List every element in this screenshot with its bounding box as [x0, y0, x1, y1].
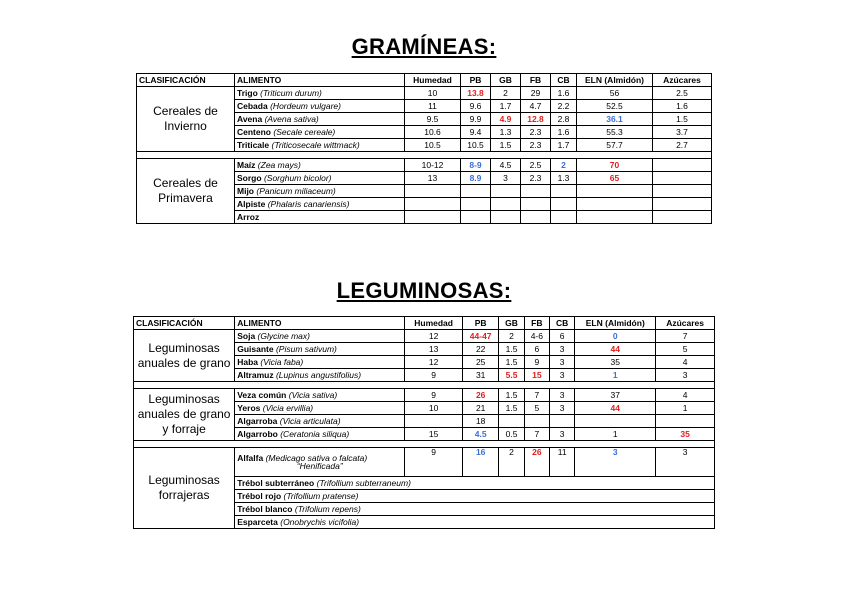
- value-cell: 10.5: [405, 139, 461, 152]
- food-cell: [235, 198, 405, 211]
- table-row: [134, 448, 715, 477]
- scientific-name: (Panicum miliaceum): [256, 185, 336, 196]
- value-cell: [551, 211, 577, 224]
- value-cell: 4.9: [491, 113, 521, 126]
- value-cell: 3: [656, 369, 715, 382]
- scientific-name: (Secale cereale): [273, 126, 336, 137]
- column-header: ELN (Almidón): [577, 74, 653, 87]
- value-cell: 1.5: [499, 389, 524, 402]
- value-cell: [405, 198, 461, 211]
- value-cell: [653, 211, 712, 224]
- column-header: CLASIFICACIÓN: [134, 317, 235, 330]
- food-name: Cebada: [237, 100, 268, 111]
- value-cell: [405, 185, 461, 198]
- food-cell: [235, 343, 405, 356]
- column-header: Azúcares: [653, 74, 712, 87]
- value-cell: 10-12: [405, 159, 461, 172]
- value-cell: 2.5: [521, 159, 551, 172]
- value-cell: 22: [462, 343, 498, 356]
- value-cell: 3: [491, 172, 521, 185]
- food-cell: [235, 211, 405, 224]
- food-name: Avena: [237, 113, 263, 124]
- value-cell: [653, 159, 712, 172]
- column-header: Humedad: [405, 74, 461, 87]
- value-cell: 18: [462, 415, 498, 428]
- scientific-name: (Trifollium pratense): [283, 490, 359, 501]
- value-cell: 2: [551, 159, 577, 172]
- food-cell: [235, 330, 405, 343]
- value-cell: 36.1: [577, 113, 653, 126]
- value-cell: [653, 198, 712, 211]
- value-cell: 25: [462, 356, 498, 369]
- value-cell: [491, 185, 521, 198]
- value-cell: 3: [549, 402, 574, 415]
- value-cell: 13: [405, 343, 463, 356]
- value-cell: 10: [405, 87, 461, 100]
- value-cell: [551, 185, 577, 198]
- value-cell: 4.5: [462, 428, 498, 441]
- value-cell: [461, 198, 491, 211]
- value-cell: 11: [405, 100, 461, 113]
- food-name: Trigo: [237, 87, 258, 98]
- scientific-name: (Vicia articulata): [279, 415, 341, 426]
- value-cell: 44: [575, 402, 656, 415]
- scientific-name: (Trifollium subterraneum): [316, 477, 411, 488]
- value-cell: [491, 211, 521, 224]
- food-name: Centeno: [237, 126, 271, 137]
- value-cell: 15: [405, 428, 463, 441]
- value-cell: 52.5: [577, 100, 653, 113]
- scientific-name: (Lupinus angustifolius): [275, 369, 362, 380]
- value-cell: [575, 415, 656, 428]
- column-header: CLASIFICACIÓN: [137, 74, 235, 87]
- value-cell: 57.7: [577, 139, 653, 152]
- food-cell: [235, 356, 405, 369]
- value-cell: 26: [462, 389, 498, 402]
- table-row: [134, 330, 715, 343]
- value-cell: 1: [575, 369, 656, 382]
- value-cell: 31: [462, 369, 498, 382]
- food-name: Sorgo: [237, 172, 262, 183]
- value-cell: 1.5: [491, 139, 521, 152]
- value-cell: 12: [405, 330, 463, 343]
- value-cell: 65: [577, 172, 653, 185]
- food-cell: [235, 428, 405, 441]
- value-cell: 4: [656, 356, 715, 369]
- value-cell: [577, 185, 653, 198]
- value-cell: 56: [577, 87, 653, 100]
- value-cell: 10.5: [461, 139, 491, 152]
- value-cell: 12: [405, 356, 463, 369]
- column-header: FB: [521, 74, 551, 87]
- classification-cell: Leguminosas anuales de grano: [134, 330, 235, 382]
- value-cell: 4-6: [524, 330, 549, 343]
- scientific-name: (Triticum durum): [260, 87, 322, 98]
- value-cell: [656, 415, 715, 428]
- food-cell: [235, 477, 715, 490]
- value-cell: 2.7: [653, 139, 712, 152]
- value-cell: 6: [524, 343, 549, 356]
- value-cell: 1.3: [551, 172, 577, 185]
- value-cell: 3: [549, 428, 574, 441]
- food-name: Mijo: [237, 185, 254, 196]
- value-cell: 3: [656, 448, 715, 477]
- value-cell: 1.5: [499, 402, 524, 415]
- value-cell: 1.6: [551, 126, 577, 139]
- scientific-name: (Glycine max): [257, 330, 310, 341]
- value-cell: [653, 185, 712, 198]
- value-cell: [521, 211, 551, 224]
- value-cell: 21: [462, 402, 498, 415]
- value-cell: 4.5: [491, 159, 521, 172]
- value-cell: 13.8: [461, 87, 491, 100]
- separator-row: [137, 152, 712, 159]
- scientific-name: (Pisum sativum): [275, 343, 337, 354]
- value-cell: 9: [405, 448, 463, 477]
- food-cell: [235, 490, 715, 503]
- value-cell: 9: [405, 389, 463, 402]
- classification-cell: Leguminosas anuales de grano y forraje: [134, 389, 235, 441]
- column-header: ELN (Almidón): [575, 317, 656, 330]
- value-cell: 10.6: [405, 126, 461, 139]
- food-name: Algarrobo: [237, 428, 278, 439]
- value-cell: 9.5: [405, 113, 461, 126]
- value-cell: [524, 415, 549, 428]
- value-cell: [461, 211, 491, 224]
- value-cell: 4: [656, 389, 715, 402]
- food-name: Esparceta: [237, 516, 278, 527]
- food-cell: [235, 448, 405, 477]
- value-cell: 1.5: [499, 343, 524, 356]
- column-header: GB: [491, 74, 521, 87]
- column-header: ALIMENTO: [235, 317, 405, 330]
- scientific-name: (Zea mays): [257, 159, 301, 170]
- classification-cell: Cereales de Invierno: [137, 87, 235, 152]
- scientific-name: (Trifolium repens): [294, 503, 361, 514]
- value-cell: 8.9: [461, 172, 491, 185]
- value-cell: 1.5: [499, 356, 524, 369]
- value-cell: 1.6: [551, 87, 577, 100]
- scientific-name: (Vicia faba): [260, 356, 304, 367]
- scientific-name: (Vicia sativa): [288, 389, 338, 400]
- value-cell: 1.5: [653, 113, 712, 126]
- column-header: CB: [551, 74, 577, 87]
- separator-cell: [134, 441, 715, 448]
- classification-cell: Cereales de Primavera: [137, 159, 235, 224]
- value-cell: 6: [549, 330, 574, 343]
- value-cell: 9: [524, 356, 549, 369]
- value-cell: 3: [549, 369, 574, 382]
- value-cell: 2: [499, 330, 524, 343]
- value-cell: 70: [577, 159, 653, 172]
- scientific-name: (Avena sativa): [264, 113, 319, 124]
- food-cell: [235, 113, 405, 126]
- column-header: FB: [524, 317, 549, 330]
- value-cell: 44-47: [462, 330, 498, 343]
- value-cell: 5: [656, 343, 715, 356]
- food-name: Alfalfa: [237, 452, 264, 463]
- value-cell: 2.8: [551, 113, 577, 126]
- food-cell: [235, 87, 405, 100]
- value-cell: 29: [521, 87, 551, 100]
- food-name: Haba: [237, 356, 259, 367]
- food-name: Soja: [237, 330, 256, 341]
- value-cell: 3: [549, 389, 574, 402]
- value-cell: 55.3: [577, 126, 653, 139]
- value-cell: 9.6: [461, 100, 491, 113]
- value-cell: 1.7: [551, 139, 577, 152]
- food-name: Algarroba: [237, 415, 278, 426]
- classification-cell: Leguminosas forrajeras: [134, 448, 235, 529]
- value-cell: 2: [499, 448, 524, 477]
- separator-cell: [137, 152, 712, 159]
- value-cell: [577, 211, 653, 224]
- value-cell: 2.3: [521, 126, 551, 139]
- value-cell: 1.6: [653, 100, 712, 113]
- value-cell: 7: [656, 330, 715, 343]
- value-cell: 8-9: [461, 159, 491, 172]
- food-note: “Henificada”: [296, 461, 343, 471]
- value-cell: 12.8: [521, 113, 551, 126]
- value-cell: 0.5: [499, 428, 524, 441]
- table-row: [137, 159, 712, 172]
- food-cell: [235, 369, 405, 382]
- value-cell: 2.2: [551, 100, 577, 113]
- food-cell: [235, 159, 405, 172]
- value-cell: [549, 415, 574, 428]
- food-name: Triticale: [237, 139, 270, 150]
- value-cell: [499, 415, 524, 428]
- food-name: Altramuz: [237, 369, 274, 380]
- value-cell: 5.5: [499, 369, 524, 382]
- food-cell: [235, 185, 405, 198]
- column-header: PB: [462, 317, 498, 330]
- separator-row: [134, 382, 715, 389]
- value-cell: 0: [575, 330, 656, 343]
- value-cell: 10: [405, 402, 463, 415]
- value-cell: 11: [549, 448, 574, 477]
- scientific-name: (Sorghum bicolor): [263, 172, 332, 183]
- food-name: Maíz: [237, 159, 256, 170]
- column-header: ALIMENTO: [235, 74, 405, 87]
- leguminosas-title: LEGUMINOSAS:: [336, 278, 512, 303]
- value-cell: [491, 198, 521, 211]
- value-cell: 13: [405, 172, 461, 185]
- value-cell: 7: [524, 428, 549, 441]
- scientific-name: (Triticosecale wittmack): [271, 139, 360, 150]
- food-cell: [235, 503, 715, 516]
- value-cell: [461, 185, 491, 198]
- food-cell: [235, 389, 405, 402]
- value-cell: 37: [575, 389, 656, 402]
- food-name: Yeros: [237, 402, 261, 413]
- value-cell: 35: [575, 356, 656, 369]
- value-cell: 16: [462, 448, 498, 477]
- value-cell: 44: [575, 343, 656, 356]
- value-cell: 2.3: [521, 139, 551, 152]
- value-cell: [521, 198, 551, 211]
- value-cell: [405, 415, 463, 428]
- value-cell: 4.7: [521, 100, 551, 113]
- value-cell: 26: [524, 448, 549, 477]
- column-header: CB: [549, 317, 574, 330]
- separator-row: [134, 441, 715, 448]
- food-name: Arroz: [237, 211, 260, 222]
- value-cell: 5: [524, 402, 549, 415]
- table-row: [137, 87, 712, 100]
- value-cell: 3.7: [653, 126, 712, 139]
- value-cell: 3: [575, 448, 656, 477]
- value-cell: 15: [524, 369, 549, 382]
- scientific-name: (Vicia ervillia): [262, 402, 314, 413]
- gramineas-title: GRAMÍNEAS:: [351, 34, 497, 59]
- value-cell: 3: [549, 343, 574, 356]
- leguminosas-table: [133, 316, 715, 529]
- food-name: Veza común: [237, 389, 287, 400]
- value-cell: 9: [405, 369, 463, 382]
- value-cell: 1.3: [491, 126, 521, 139]
- food-cell: [235, 139, 405, 152]
- scientific-name: (Medicago sativa o falcata): [265, 452, 368, 463]
- value-cell: [577, 198, 653, 211]
- food-name: Trébol subterráneo: [237, 477, 315, 488]
- table-row: [134, 389, 715, 402]
- value-cell: [405, 211, 461, 224]
- food-name: Trébol rojo: [237, 490, 282, 501]
- value-cell: 9.4: [461, 126, 491, 139]
- value-cell: [551, 198, 577, 211]
- food-name: Alpiste: [237, 198, 266, 209]
- column-header: GB: [499, 317, 524, 330]
- value-cell: 1: [656, 402, 715, 415]
- food-cell: [235, 415, 405, 428]
- gramineas-table: [136, 73, 712, 224]
- scientific-name: (Phalaris canariensis): [267, 198, 350, 209]
- scientific-name: (Onobrychis vicifolia): [280, 516, 360, 527]
- value-cell: [521, 185, 551, 198]
- food-cell: [235, 126, 405, 139]
- column-header: PB: [461, 74, 491, 87]
- food-cell: [235, 100, 405, 113]
- value-cell: 2.5: [653, 87, 712, 100]
- separator-cell: [134, 382, 715, 389]
- column-header: Azúcares: [656, 317, 715, 330]
- scientific-name: (Ceratonia siliqua): [280, 428, 350, 439]
- scientific-name: (Hordeum vulgare): [270, 100, 341, 111]
- value-cell: 9.9: [461, 113, 491, 126]
- food-name: Trébol blanco: [237, 503, 293, 514]
- value-cell: 2: [491, 87, 521, 100]
- food-name: Guisante: [237, 343, 274, 354]
- value-cell: 1: [575, 428, 656, 441]
- value-cell: 7: [524, 389, 549, 402]
- column-header: Humedad: [405, 317, 463, 330]
- value-cell: 35: [656, 428, 715, 441]
- value-cell: 2.3: [521, 172, 551, 185]
- food-cell: [235, 172, 405, 185]
- value-cell: 1.7: [491, 100, 521, 113]
- value-cell: 3: [549, 356, 574, 369]
- food-cell: [235, 516, 715, 529]
- food-cell: [235, 402, 405, 415]
- value-cell: [653, 172, 712, 185]
